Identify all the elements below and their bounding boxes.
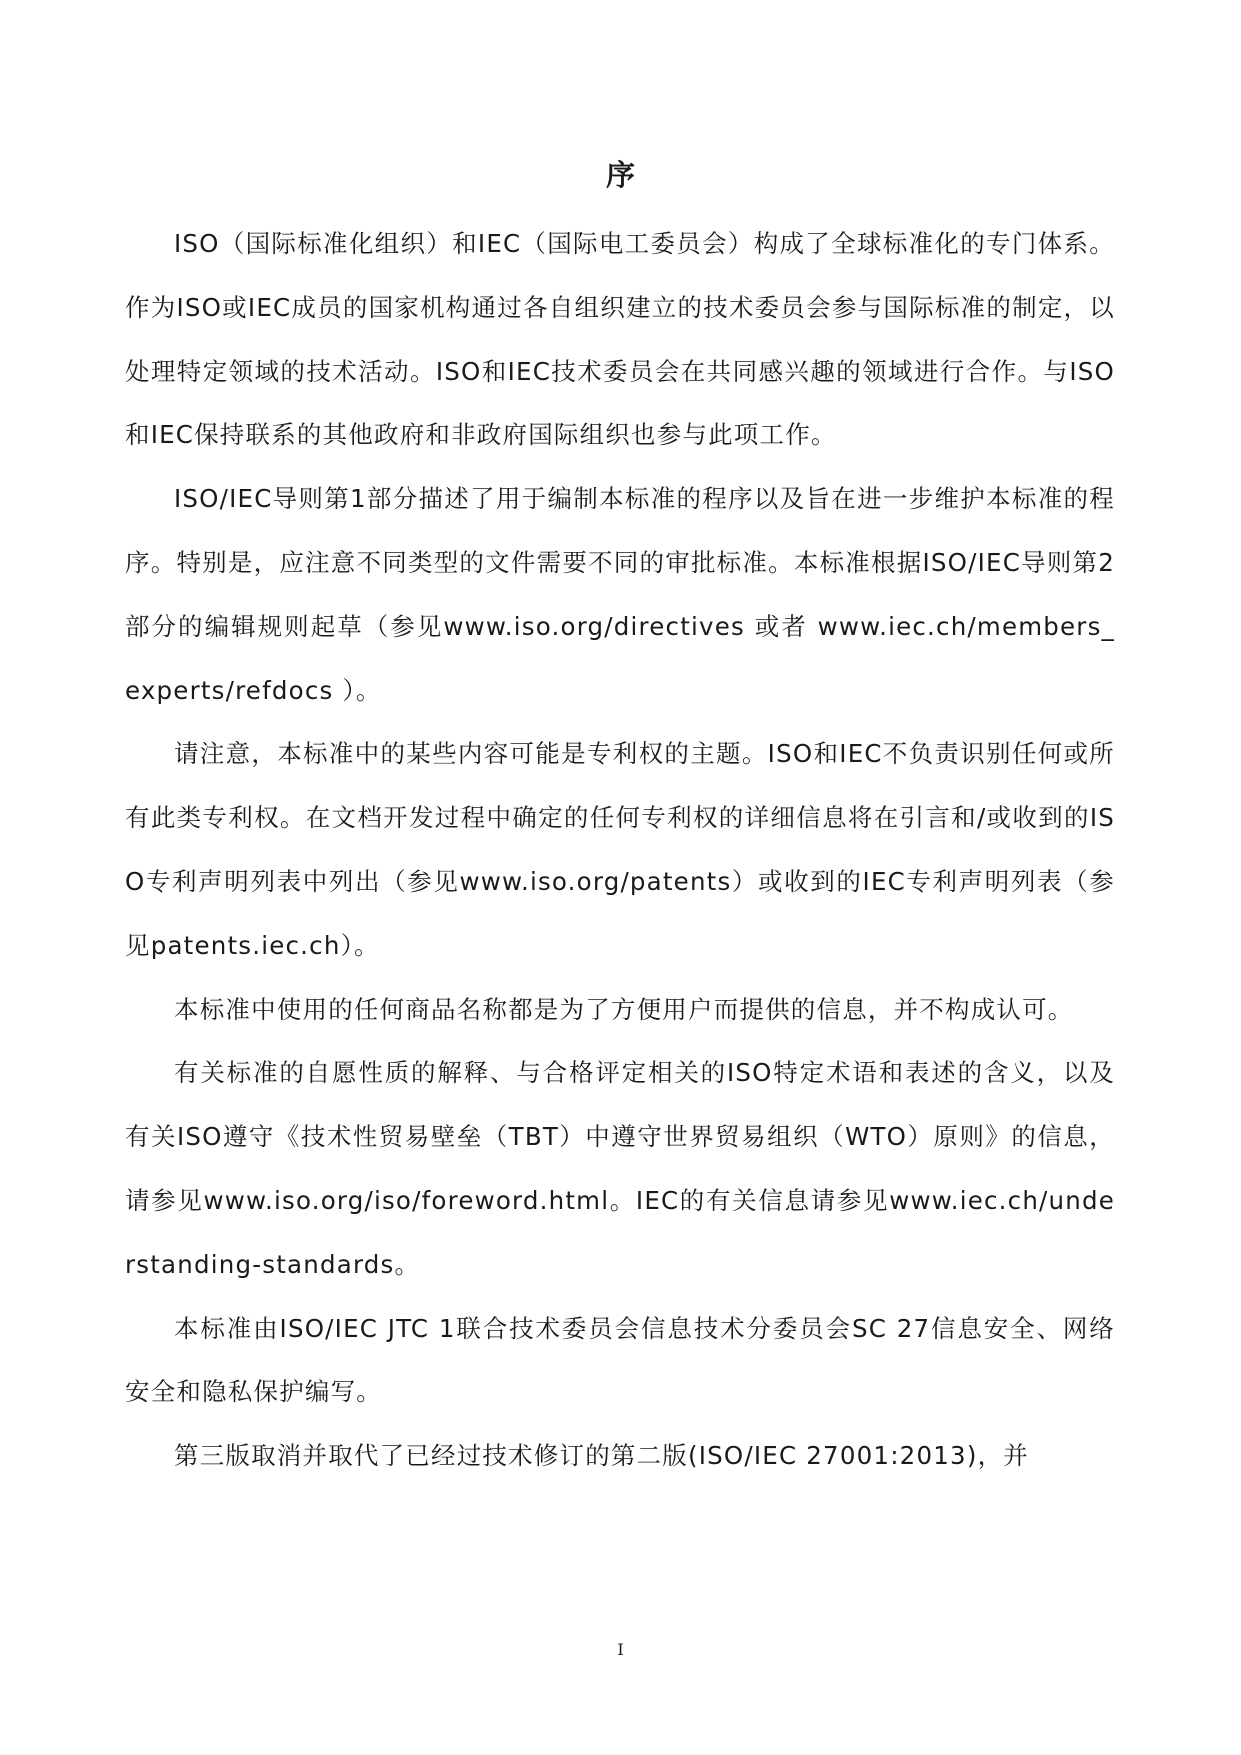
paragraph-prepared-by: 本标准由ISO/IEC JTC 1联合技术委员会信息技术分委员会SC 27信息安全、网络安全和隐私保护编写。 bbox=[125, 1313, 1115, 1407]
document-body bbox=[125, 212, 1115, 1488]
paragraph-iso-iec-intro: ISO（国际标准化组织）和IEC（国际电工委员会）构成了全球标准化的专门体系。作为ISO或IEC成员的国家机构通过各自组织建立的技术委员会参与国际标准的制定，以处理特定领域的技术活动。ISO和IEC技术委员会在共同感兴趣的领域进行合作。与ISO和IEC保持联系的其他政府和非政府国际组织也参与此项工作。 bbox=[125, 229, 1115, 450]
paragraph-edition: 第三版取消并取代了已经过技术修订的第二版(ISO/IEC 27001:2013)，并 bbox=[174, 1441, 1029, 1471]
paragraph-voluntary-nature: 有关标准的自愿性质的解释、与合格评定相关的ISO特定术语和表述的含义，以及有关ISO遵守《技术性贸易壁垒（TBT）中遵守世界贸易组织（WTO）原则》的信息，请参见www.iso.org/iso/foreword.html。IEC的有关信息请参见www.iec.ch/understanding-standards。 bbox=[125, 1058, 1115, 1279]
paragraph-patents: 请注意，本标准中的某些内容可能是专利权的主题。ISO和IEC不负责识别任何或所有此类专利权。在文档开发过程中确定的任何专利权的详细信息将在引言和/或收到的ISO专利声明列表中列出（参见www.iso.org/patents）或收到的IEC专利声明列表（参见patents.iec.ch）。 bbox=[125, 739, 1115, 960]
page-number: I bbox=[617, 1640, 624, 1659]
paragraph-trade-names: 本标准中使用的任何商品名称都是为了方便用户而提供的信息，并不构成认可。 bbox=[174, 994, 1074, 1024]
paragraph-directives: ISO/IEC导则第1部分描述了用于编制本标准的程序以及旨在进一步维护本标准的程序。特别是，应注意不同类型的文件需要不同的审批标准。本标准根据ISO/IEC导则第2部分的编辑规则起草（参见www.iso.org/directives 或者 www.iec.ch/members_experts/refdocs ）。 bbox=[125, 484, 1115, 705]
page-title: 序 bbox=[605, 158, 635, 192]
